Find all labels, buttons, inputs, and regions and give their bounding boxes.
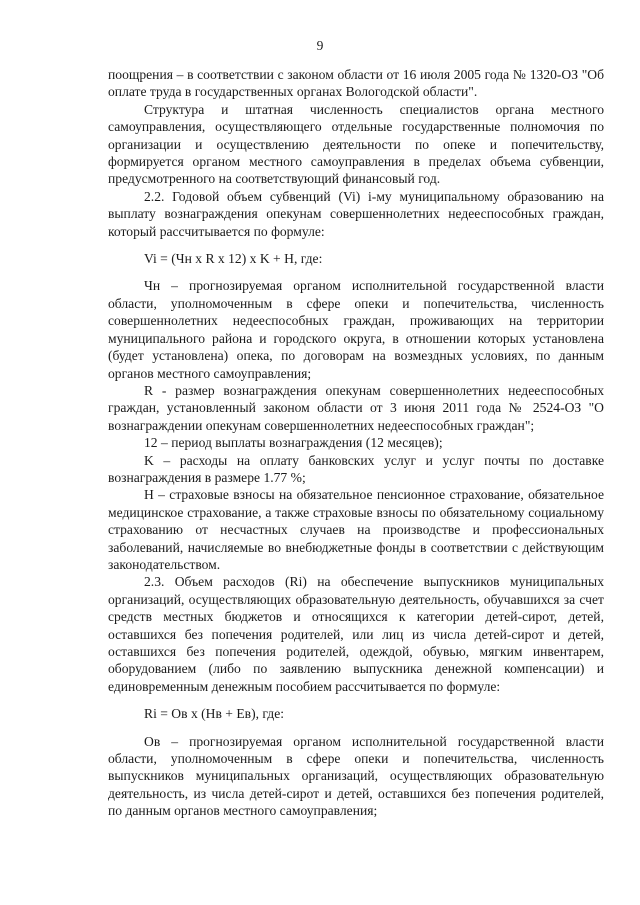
document-body [108,66,604,820]
paragraph-section-2-3: 2.3. Объем расходов (Ri) на обеспечение выпускников муниципальных организаций, осуществляющих образовательную деятельность, обучавшихся за счет средств местных бюджетов и относящихся к категории детей-сирот, детей, оставшихся без попечения родителей, или лиц из числа детей-сирот и детей, оставшихся без попечения родителей, одеждой, обувью, мягким инвентарем, оборудованием (либо по заявлению выпускника денежной компенсации) и единовременным денежным пособием рассчитывается по формуле: [108,574,604,694]
definition-chn: Чн – прогнозируемая органом исполнительной государственной власти области, уполномоченным в сфере опеки и попечительства, численность совершеннолетних недееспособных граждан, проживающих на территории муниципального района и городского округа, в отношении которых установлена (будет установлена) опека, по договорам на возмездных условиях, по данным органов местного самоуправления; [108,278,604,381]
paragraph-section-2-2: 2.2. Годовой объем субвенций (Vi) i-му муниципальному образованию на выплату вознаграждения опекунам совершеннолетних недееспособных граждан, который рассчитывается по формуле: [108,188,604,239]
page-number: 9 [316,38,324,53]
definition-n: Н – страховые взносы на обязательное пенсионное страхование, обязательное медицинское страхование, а также страховые взносы по обязательному социальному страхованию от несчастных случаев на производстве и профессиональных заболеваний, начисляемые во внебюджетные фонды в соответствии с действующим законодательством. [108,487,604,572]
paragraph-structure-staffing: Структура и штатная численность специалистов органа местного самоуправления, осуществляющего отдельные государственные полномочия по организации и осуществлению деятельности по опеке и попечительству, формируется органом местного самоуправления в пределах объема субвенции, предусмотренного на соответствующий финансовый год. [108,101,604,187]
formula-ri: Ri = Ов x (Нв + Ев), где: [144,706,285,722]
definition-r: R - размер вознаграждения опекунам совершеннолетних недееспособных граждан, установленный законом области от 3 июня 2011 года № 2524-ОЗ "О вознаграждении опекунам совершеннолетних недееспособных граждан"; [108,382,604,433]
definition-ov: Ов – прогнозируемая органом исполнительной государственной власти области, уполномоченным в сфере опеки и попечительства, численность выпускников муниципальных организаций, осуществляющих образовательную деятельность, из числа детей-сирот и детей, оставшихся без попечения родителей, по данным органов местного самоуправления; [108,733,604,819]
definition-k: K – расходы на оплату банковских услуг и услуг почты по доставке вознаграждения в размере 1.77 %; [108,452,604,485]
formula-vi: Vi = (Чн x R x 12) x K + Н, где: [144,251,323,267]
paragraph-continuation: поощрения – в соответствии с законом области от 16 июля 2005 года № 1320-ОЗ "Об оплате труда в государственных органах Вологодской области". [108,67,604,100]
definition-12: 12 – период выплаты вознаграждения (12 месяцев); [144,435,443,451]
